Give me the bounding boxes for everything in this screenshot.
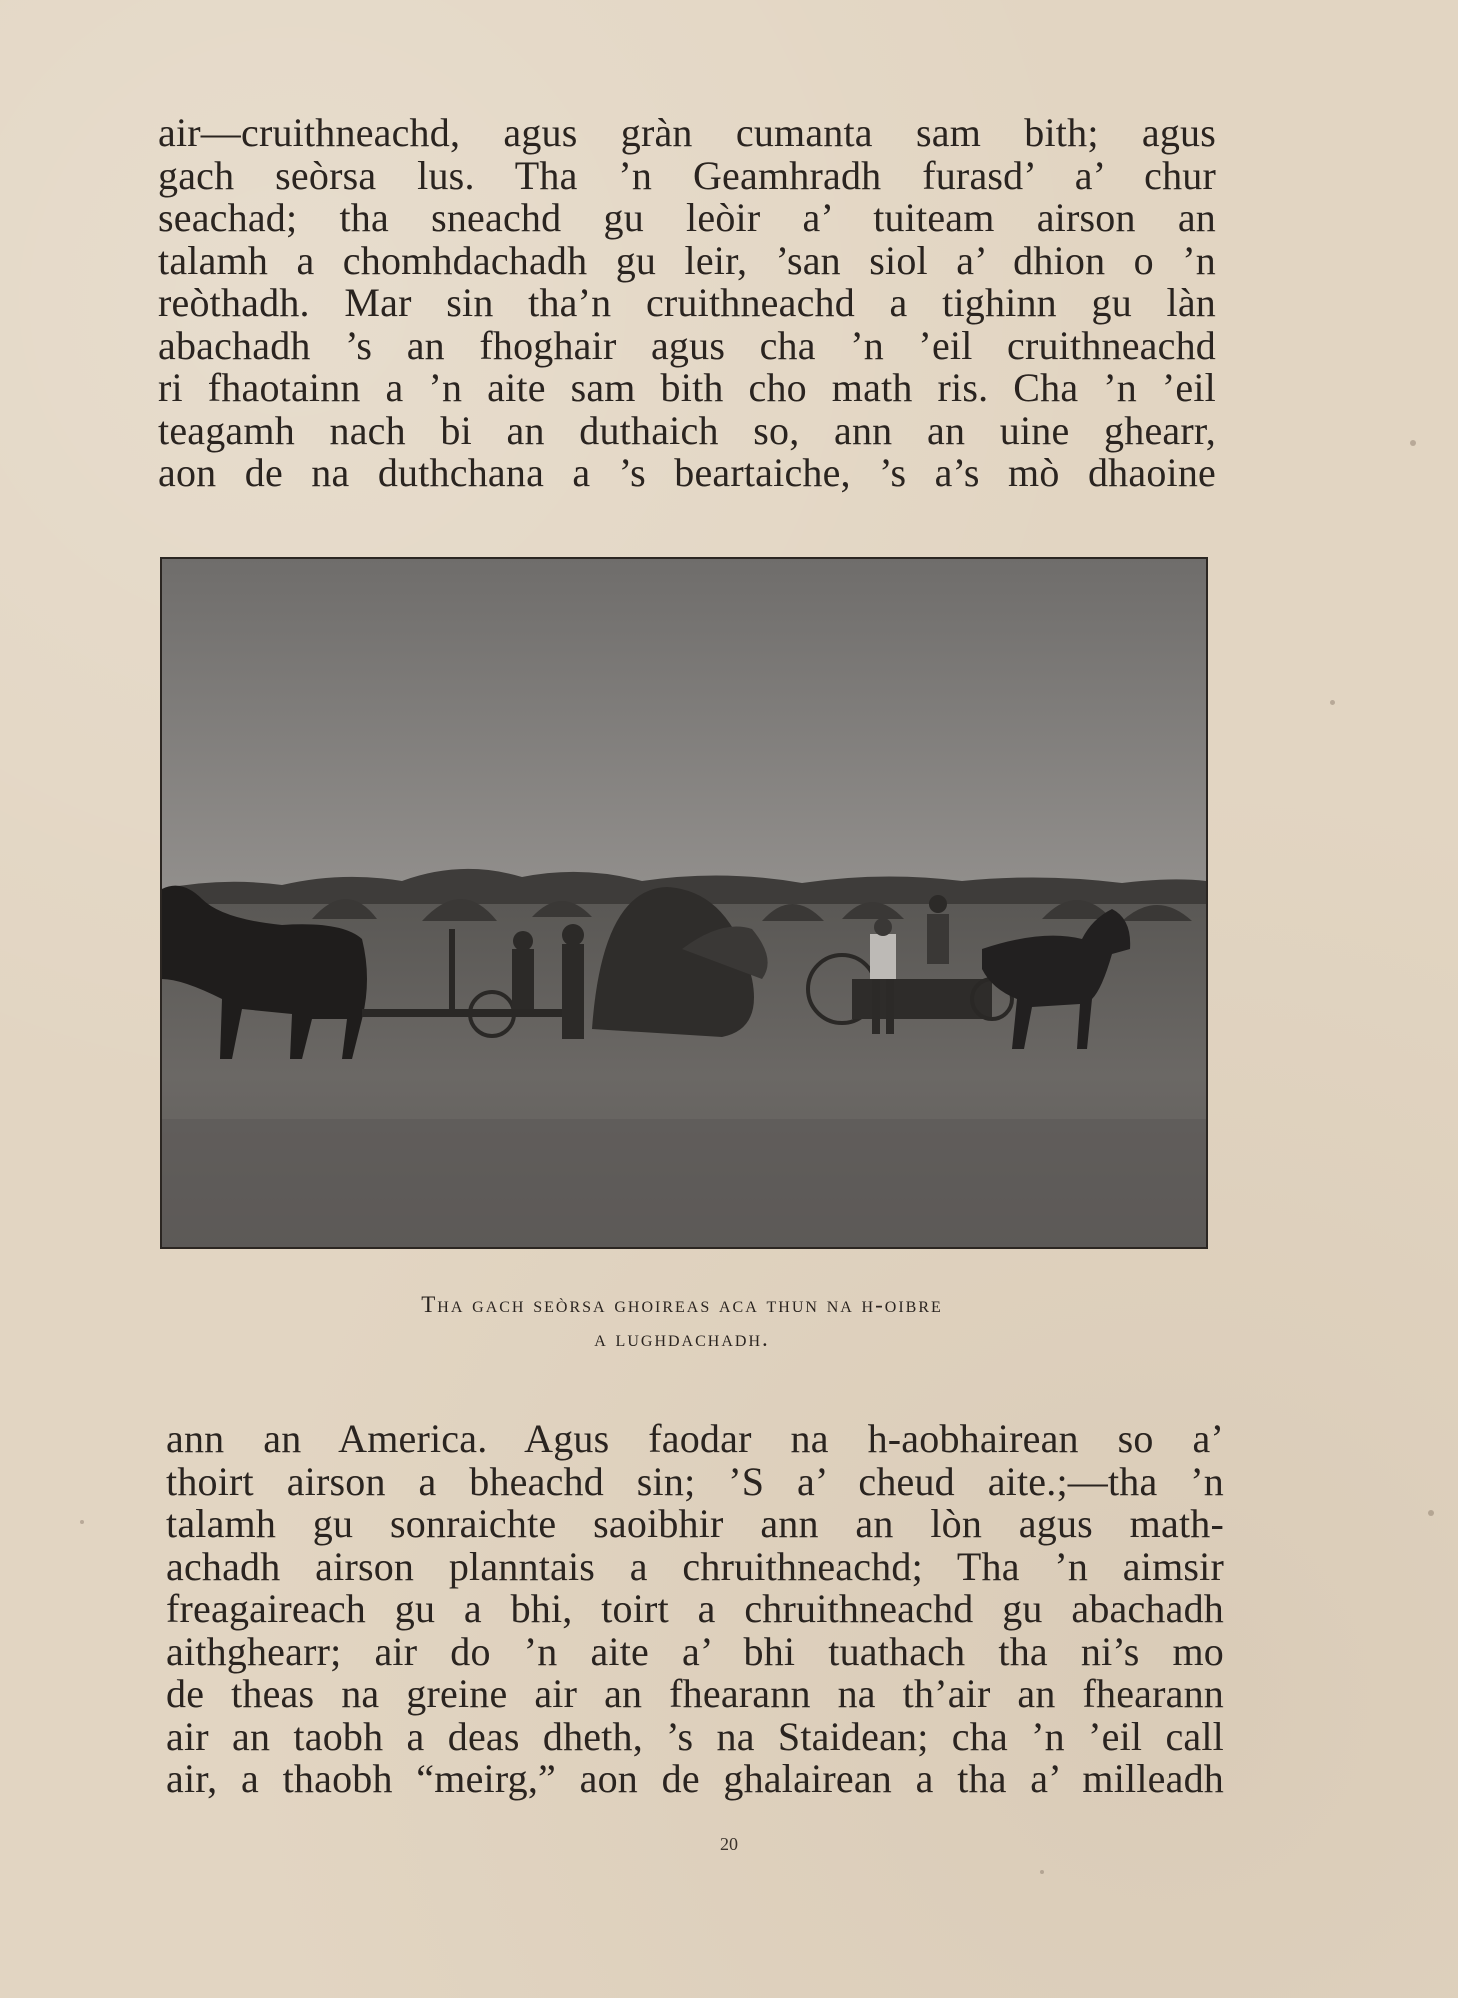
- text-line: air—cruithneachd, agus gràn cumanta sam bith; agus: [158, 110, 1216, 155]
- text-line: aithghearr; air do ’n aite a’ bhi tuathach tha ni’s mo: [166, 1628, 1224, 1674]
- harvest-photograph: [160, 557, 1208, 1249]
- text-line: teagamh nach bi an duthaich so, ann an uine ghearr,: [158, 407, 1216, 453]
- bottom-paragraph: [166, 1418, 1224, 1801]
- text-line: talamh gu sonraichte saoibhir ann an lòn agus math-: [166, 1501, 1224, 1546]
- text-line: abachadh ’s an fhoghair agus cha ’n ’eil cruithneachd: [158, 322, 1216, 368]
- caption-line: Tha gach seòrsa ghoireas aca thun na h-oibre: [421, 1292, 943, 1317]
- text-line: air, a thaobh “meirg,” aon de ghalairean a tha a’ milleadh: [166, 1756, 1224, 1801]
- text-line: thoirt airson a bheachd sin; ’S a’ cheud aite.;—tha ’n: [166, 1458, 1224, 1504]
- harvest-scene-illustration: [162, 559, 1206, 1247]
- paper-speck: [1330, 700, 1335, 705]
- paper-speck: [1428, 1510, 1434, 1516]
- top-paragraph: [158, 112, 1216, 495]
- text-line: gach seòrsa lus. Tha ’n Geamhradh furasd’ a’ chur: [158, 152, 1216, 198]
- text-line: talamh a chomhdachadh gu leir, ’san siol a’ dhion o ’n: [158, 237, 1216, 283]
- paper-speck: [80, 1520, 84, 1524]
- caption-line: a lughdachadh.: [594, 1326, 770, 1351]
- text-line: achadh airson planntais a chruithneachd; Tha ’n aimsir: [166, 1543, 1224, 1589]
- text-line: freagaireach gu a bhi, toirt a chruithneachd gu abachadh: [166, 1586, 1224, 1631]
- paper-speck: [1040, 1870, 1044, 1874]
- text-line: air an taobh a deas dheth, ’s na Staidean; cha ’n ’eil call: [166, 1713, 1224, 1759]
- text-line: de theas na greine air an fhearann na th’air an fhearann: [166, 1671, 1224, 1716]
- text-line: reòthadh. Mar sin tha’n cruithneachd a tighinn gu làn: [158, 280, 1216, 325]
- text-line: seachad; tha sneachd gu leòir a’ tuiteam airson an: [158, 195, 1216, 240]
- text-line: aon de na duthchana a ’s beartaiche, ’s a’s mò dhaoine: [158, 450, 1216, 495]
- text-line: ri fhaotainn a ’n aite sam bith cho math ris. Cha ’n ’eil: [158, 365, 1216, 410]
- figure-caption: [160, 1288, 1204, 1356]
- paper-speck: [1410, 440, 1416, 446]
- page-number: 20: [720, 1834, 738, 1854]
- text-line: ann an America. Agus faodar na h-aobhairean so a’: [166, 1416, 1224, 1461]
